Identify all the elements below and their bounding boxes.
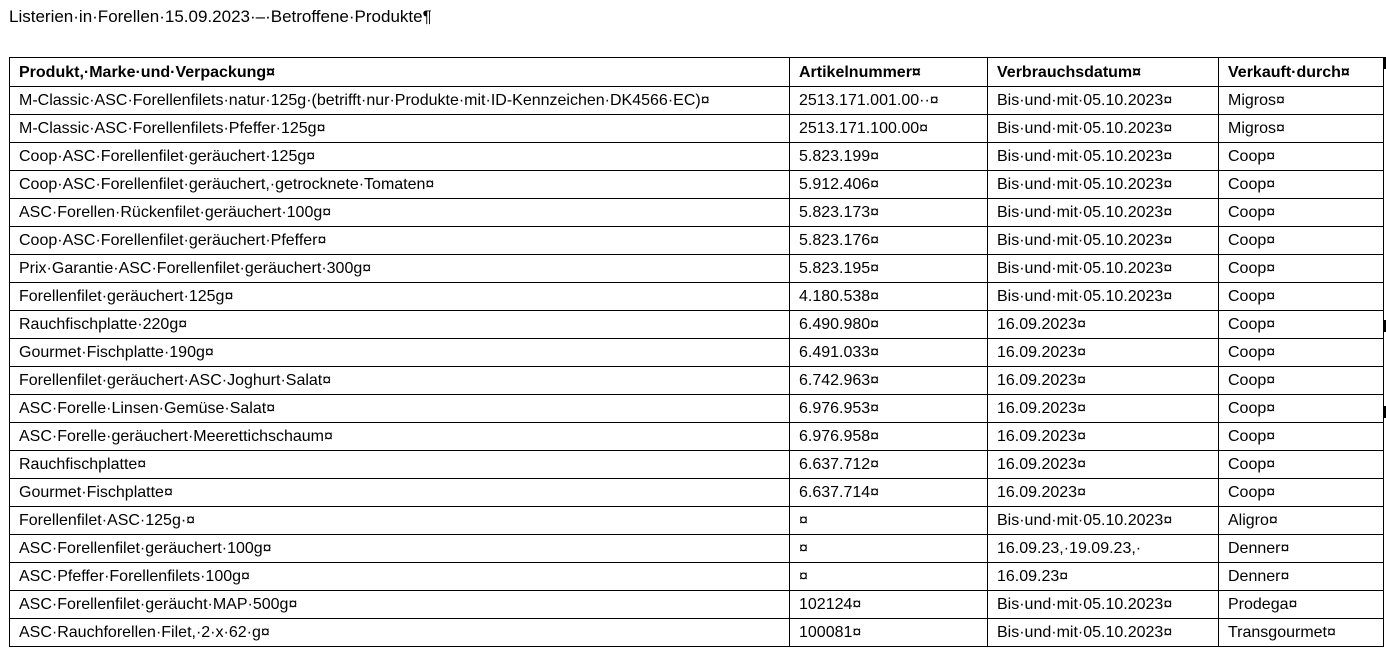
cell-use-by-date: 16.09.2023¤ xyxy=(988,423,1219,451)
cell-sold-by: Denner¤ xyxy=(1219,563,1384,591)
cell-article-number: ¤ xyxy=(790,507,988,535)
table-row xyxy=(10,311,1384,339)
table-row xyxy=(10,255,1384,283)
table-row xyxy=(10,143,1384,171)
table-row xyxy=(10,535,1384,563)
recall-products-table xyxy=(9,57,1384,647)
table-row xyxy=(10,423,1384,451)
recall-table-container xyxy=(9,57,1384,647)
cell-article-number: 6.637.712¤ xyxy=(790,451,988,479)
cell-product: Forellenfilet·geräuchert·ASC·Joghurt·Salat¤ xyxy=(10,367,790,395)
cell-sold-by: Coop¤ xyxy=(1219,423,1384,451)
cell-article-number: 6.976.958¤ xyxy=(790,423,988,451)
cell-product: Coop·ASC·Forellenfilet·geräuchert·Pfeffer¤ xyxy=(10,227,790,255)
table-row xyxy=(10,367,1384,395)
table-row xyxy=(10,171,1384,199)
cell-product: ASC·Forelle·Linsen·Gemüse·Salat¤ xyxy=(10,395,790,423)
table-row xyxy=(10,507,1384,535)
cell-product: Rauchfischplatte¤ xyxy=(10,451,790,479)
cell-product: Prix·Garantie·ASC·Forellenfilet·geräuchert·300g¤ xyxy=(10,255,790,283)
cell-article-number: 5.823.195¤ xyxy=(790,255,988,283)
cell-article-number: 4.180.538¤ xyxy=(790,283,988,311)
cell-product: Forellenfilet·ASC·125g·¤ xyxy=(10,507,790,535)
cell-product: Coop·ASC·Forellenfilet·geräuchert,·getrocknete·Tomaten¤ xyxy=(10,171,790,199)
table-row xyxy=(10,479,1384,507)
cell-use-by-date: Bis·und·mit·05.10.2023¤ xyxy=(988,87,1219,115)
cell-article-number: 6.637.714¤ xyxy=(790,479,988,507)
cell-product: ASC·Forellenfilet·geräucht·MAP·500g¤ xyxy=(10,591,790,619)
cell-use-by-date: 16.09.2023¤ xyxy=(988,311,1219,339)
cell-product: ASC·Pfeffer·Forellenfilets·100g¤ xyxy=(10,563,790,591)
cell-article-number: 6.490.980¤ xyxy=(790,311,988,339)
table-row xyxy=(10,199,1384,227)
cell-sold-by: Migros¤ xyxy=(1219,87,1384,115)
cell-product: ASC·Rauchforellen·Filet,·2·x·62·g¤ xyxy=(10,619,790,647)
cell-article-number: 5.823.199¤ xyxy=(790,143,988,171)
cell-sold-by: Transgourmet¤ xyxy=(1219,619,1384,647)
cell-use-by-date: Bis·und·mit·05.10.2023¤ xyxy=(988,227,1219,255)
cell-article-number: 6.491.033¤ xyxy=(790,339,988,367)
table-row xyxy=(10,451,1384,479)
cell-product: Forellenfilet·geräuchert·125g¤ xyxy=(10,283,790,311)
cell-article-number: 5.912.406¤ xyxy=(790,171,988,199)
table-row xyxy=(10,591,1384,619)
table-row xyxy=(10,283,1384,311)
cell-article-number: 5.823.173¤ xyxy=(790,199,988,227)
table-row xyxy=(10,115,1384,143)
cell-use-by-date: Bis·und·mit·05.10.2023¤ xyxy=(988,115,1219,143)
cell-use-by-date: 16.09.2023¤ xyxy=(988,367,1219,395)
cell-use-by-date: 16.09.2023¤ xyxy=(988,339,1219,367)
cell-use-by-date: 16.09.23,·19.09.23,· xyxy=(988,535,1219,563)
cell-sold-by: Coop¤ xyxy=(1219,143,1384,171)
cell-use-by-date: Bis·und·mit·05.10.2023¤ xyxy=(988,283,1219,311)
cell-sold-by: Coop¤ xyxy=(1219,171,1384,199)
cell-sold-by: Coop¤ xyxy=(1219,199,1384,227)
cell-use-by-date: Bis·und·mit·05.10.2023¤ xyxy=(988,619,1219,647)
cell-sold-by: Denner¤ xyxy=(1219,535,1384,563)
cell-use-by-date: Bis·und·mit·05.10.2023¤ xyxy=(988,199,1219,227)
cell-use-by-date: Bis·und·mit·05.10.2023¤ xyxy=(988,143,1219,171)
cell-use-by-date: Bis·und·mit·05.10.2023¤ xyxy=(988,591,1219,619)
cell-sold-by: Coop¤ xyxy=(1219,227,1384,255)
cell-use-by-date: 16.09.23¤ xyxy=(988,563,1219,591)
table-body xyxy=(10,87,1384,647)
table-header-row xyxy=(10,58,1384,87)
header-sold-by: Verkauft·durch¤ xyxy=(1219,58,1384,87)
cell-product: ASC·Forellen·Rückenfilet·geräuchert·100g¤ xyxy=(10,199,790,227)
header-product: Produkt,·Marke·und·Verpackung¤ xyxy=(10,58,790,87)
table-row xyxy=(10,619,1384,647)
cell-sold-by: Migros¤ xyxy=(1219,115,1384,143)
cell-article-number: 2513.171.001.00··¤ xyxy=(790,87,988,115)
cell-product: M-Classic·ASC·Forellenfilets·natur·125g·(betrifft·nur·Produkte·mit·ID-Kennzeichen·DK4566·EC)¤ xyxy=(10,87,790,115)
cell-article-number: 6.976.953¤ xyxy=(790,395,988,423)
cell-sold-by: Coop¤ xyxy=(1219,367,1384,395)
cell-article-number: 102124¤ xyxy=(790,591,988,619)
cell-product: ASC·Forellenfilet·geräuchert·100g¤ xyxy=(10,535,790,563)
cell-sold-by: Coop¤ xyxy=(1219,479,1384,507)
table-row xyxy=(10,395,1384,423)
cell-sold-by: Coop¤ xyxy=(1219,283,1384,311)
header-article-number: Artikelnummer¤ xyxy=(790,58,988,87)
cell-sold-by: Coop¤ xyxy=(1219,339,1384,367)
cell-product: M-Classic·ASC·Forellenfilets·Pfeffer·125g¤ xyxy=(10,115,790,143)
cell-product: Gourmet·Fischplatte¤ xyxy=(10,479,790,507)
cell-article-number: 5.823.176¤ xyxy=(790,227,988,255)
cell-product: Coop·ASC·Forellenfilet·geräuchert·125g¤ xyxy=(10,143,790,171)
cell-sold-by: Coop¤ xyxy=(1219,395,1384,423)
cell-use-by-date: Bis·und·mit·05.10.2023¤ xyxy=(988,255,1219,283)
cell-article-number: ¤ xyxy=(790,535,988,563)
cell-article-number: ¤ xyxy=(790,563,988,591)
cell-article-number: 100081¤ xyxy=(790,619,988,647)
cell-article-number: 6.742.963¤ xyxy=(790,367,988,395)
table-row xyxy=(10,339,1384,367)
cell-sold-by: Coop¤ xyxy=(1219,255,1384,283)
cell-use-by-date: 16.09.2023¤ xyxy=(988,395,1219,423)
cell-product: ASC·Forelle·geräuchert·Meerettichschaum¤ xyxy=(10,423,790,451)
cell-sold-by: Coop¤ xyxy=(1219,311,1384,339)
document-title: Listerien·in·Forellen·15.09.2023·–·Betroffene·Produkte¶ xyxy=(9,7,432,26)
cell-product: Rauchfischplatte·220g¤ xyxy=(10,311,790,339)
table-row xyxy=(10,227,1384,255)
cell-article-number: 2513.171.100.00¤ xyxy=(790,115,988,143)
cell-use-by-date: 16.09.2023¤ xyxy=(988,479,1219,507)
header-use-by-date: Verbrauchsdatum¤ xyxy=(988,58,1219,87)
table-row xyxy=(10,563,1384,591)
cell-use-by-date: Bis·und·mit·05.10.2023¤ xyxy=(988,507,1219,535)
cell-use-by-date: Bis·und·mit·05.10.2023¤ xyxy=(988,171,1219,199)
cell-sold-by: Prodega¤ xyxy=(1219,591,1384,619)
cell-sold-by: Coop¤ xyxy=(1219,451,1384,479)
cell-product: Gourmet·Fischplatte·190g¤ xyxy=(10,339,790,367)
cell-use-by-date: 16.09.2023¤ xyxy=(988,451,1219,479)
cell-sold-by: Aligro¤ xyxy=(1219,507,1384,535)
table-row xyxy=(10,87,1384,115)
